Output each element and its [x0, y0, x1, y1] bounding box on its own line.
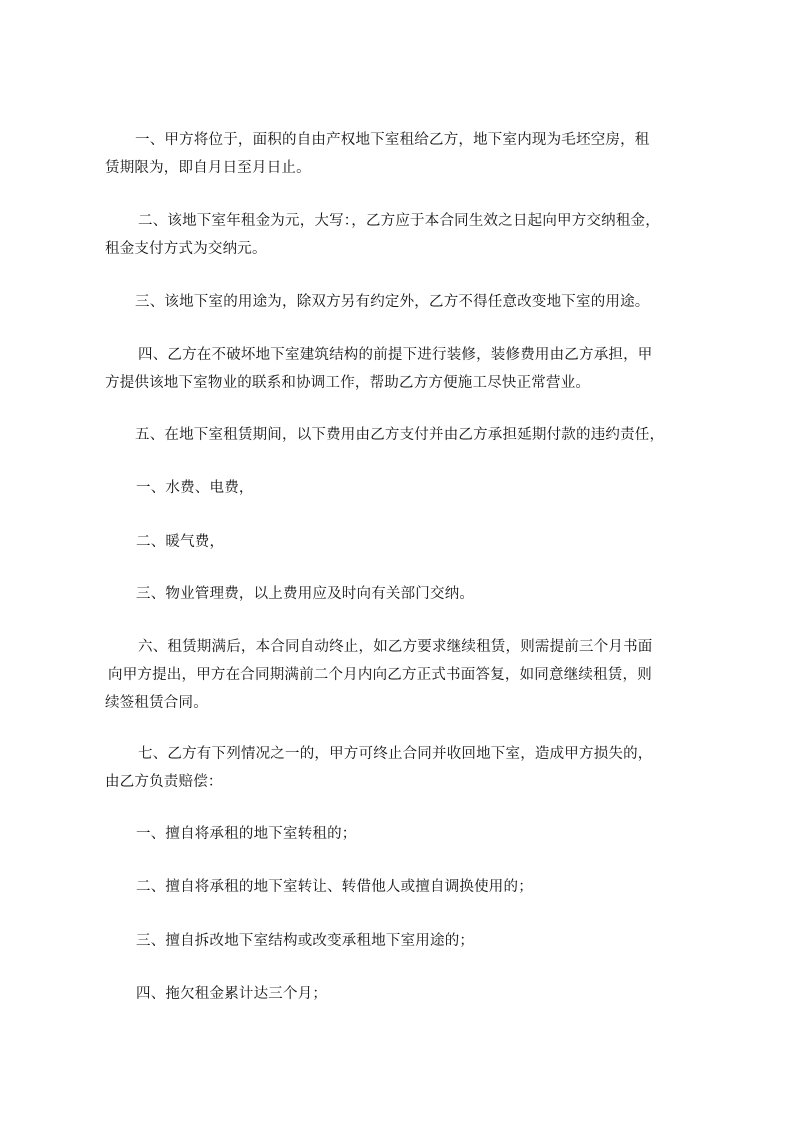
clause-7	[105, 740, 705, 796]
clause-5-item-1-line: 一、水费、电费，	[136, 480, 254, 496]
clause-6	[105, 633, 705, 717]
clause-4-line-1: 四、乙方在不破坏地下室建筑结构的前提下进行装修，装修费用由乙方承担，甲	[138, 347, 653, 363]
clause-5-item-1	[105, 474, 705, 502]
clause-7-item-4-line: 四、拖欠租金累计达三个月；	[136, 986, 328, 1002]
clause-5-item-2	[105, 528, 705, 556]
clause-7-item-1-line: 一、擅自将承租的地下室转租的；	[136, 826, 357, 842]
clause-1-line-1: 一、甲方将位于，面积的自由产权地下室租给乙方，地下室内现为毛坯空房，租	[135, 132, 650, 148]
clause-5	[105, 421, 705, 449]
clause-7-item-1	[105, 820, 705, 848]
clause-1-line-2: 赁期限为，即自月日至月日止。	[105, 160, 311, 176]
clause-5-item-3	[105, 580, 705, 608]
clause-7-item-2-line: 二、擅自将承租的地下室转让、转借他人或擅自调换使用的；	[136, 879, 533, 895]
clause-3-line-1: 三、该地下室的用途为，除双方另有约定外，乙方不得任意改变地下室的用途。	[135, 294, 650, 310]
clause-2-line-2: 租金支付方式为交纳元。	[105, 241, 267, 257]
clause-7-line-1: 七、乙方有下列情况之一的，甲方可终止合同并收回地下室，造成甲方损失的，	[138, 746, 653, 762]
clause-6-line-3: 续签租赁合同。	[105, 695, 208, 711]
clause-5-line-1: 五、在地下室租赁期间，以下费用由乙方支付并由乙方承担延期付款的违约责任，	[135, 427, 665, 443]
clause-6-line-2: 向甲方提出，甲方在合同期满前二个月内向乙方正式书面答复，如同意继续租赁，则	[108, 667, 652, 683]
clause-5-item-3-line: 三、物业管理费，以上费用应及时向有关部门交纳。	[136, 586, 475, 602]
clause-3	[105, 288, 705, 316]
clause-2-line-1: 二、该地下室年租金为元，大写：，乙方应于本合同生效之日起向甲方交纳租金，	[138, 213, 660, 229]
clause-2	[105, 207, 705, 263]
clause-1	[105, 126, 705, 182]
clause-4	[105, 341, 705, 397]
clause-7-item-2	[105, 873, 705, 901]
clause-5-item-2-line: 二、暖气费，	[136, 534, 225, 550]
clause-7-item-3-line: 三、擅自拆改地下室结构或改变承租地下室用途的；	[136, 933, 475, 949]
clause-7-line-2: 由乙方负责赔偿：	[105, 774, 223, 790]
clause-7-item-3	[105, 927, 705, 955]
clause-7-item-4	[105, 980, 705, 1008]
clause-4-line-2: 方提供该地下室物业的联系和协调工作，帮助乙方方便施工尽快正常营业。	[105, 375, 591, 391]
clause-6-line-1: 六、租赁期满后，本合同自动终止，如乙方要求继续租赁，则需提前三个月书面	[138, 639, 653, 655]
